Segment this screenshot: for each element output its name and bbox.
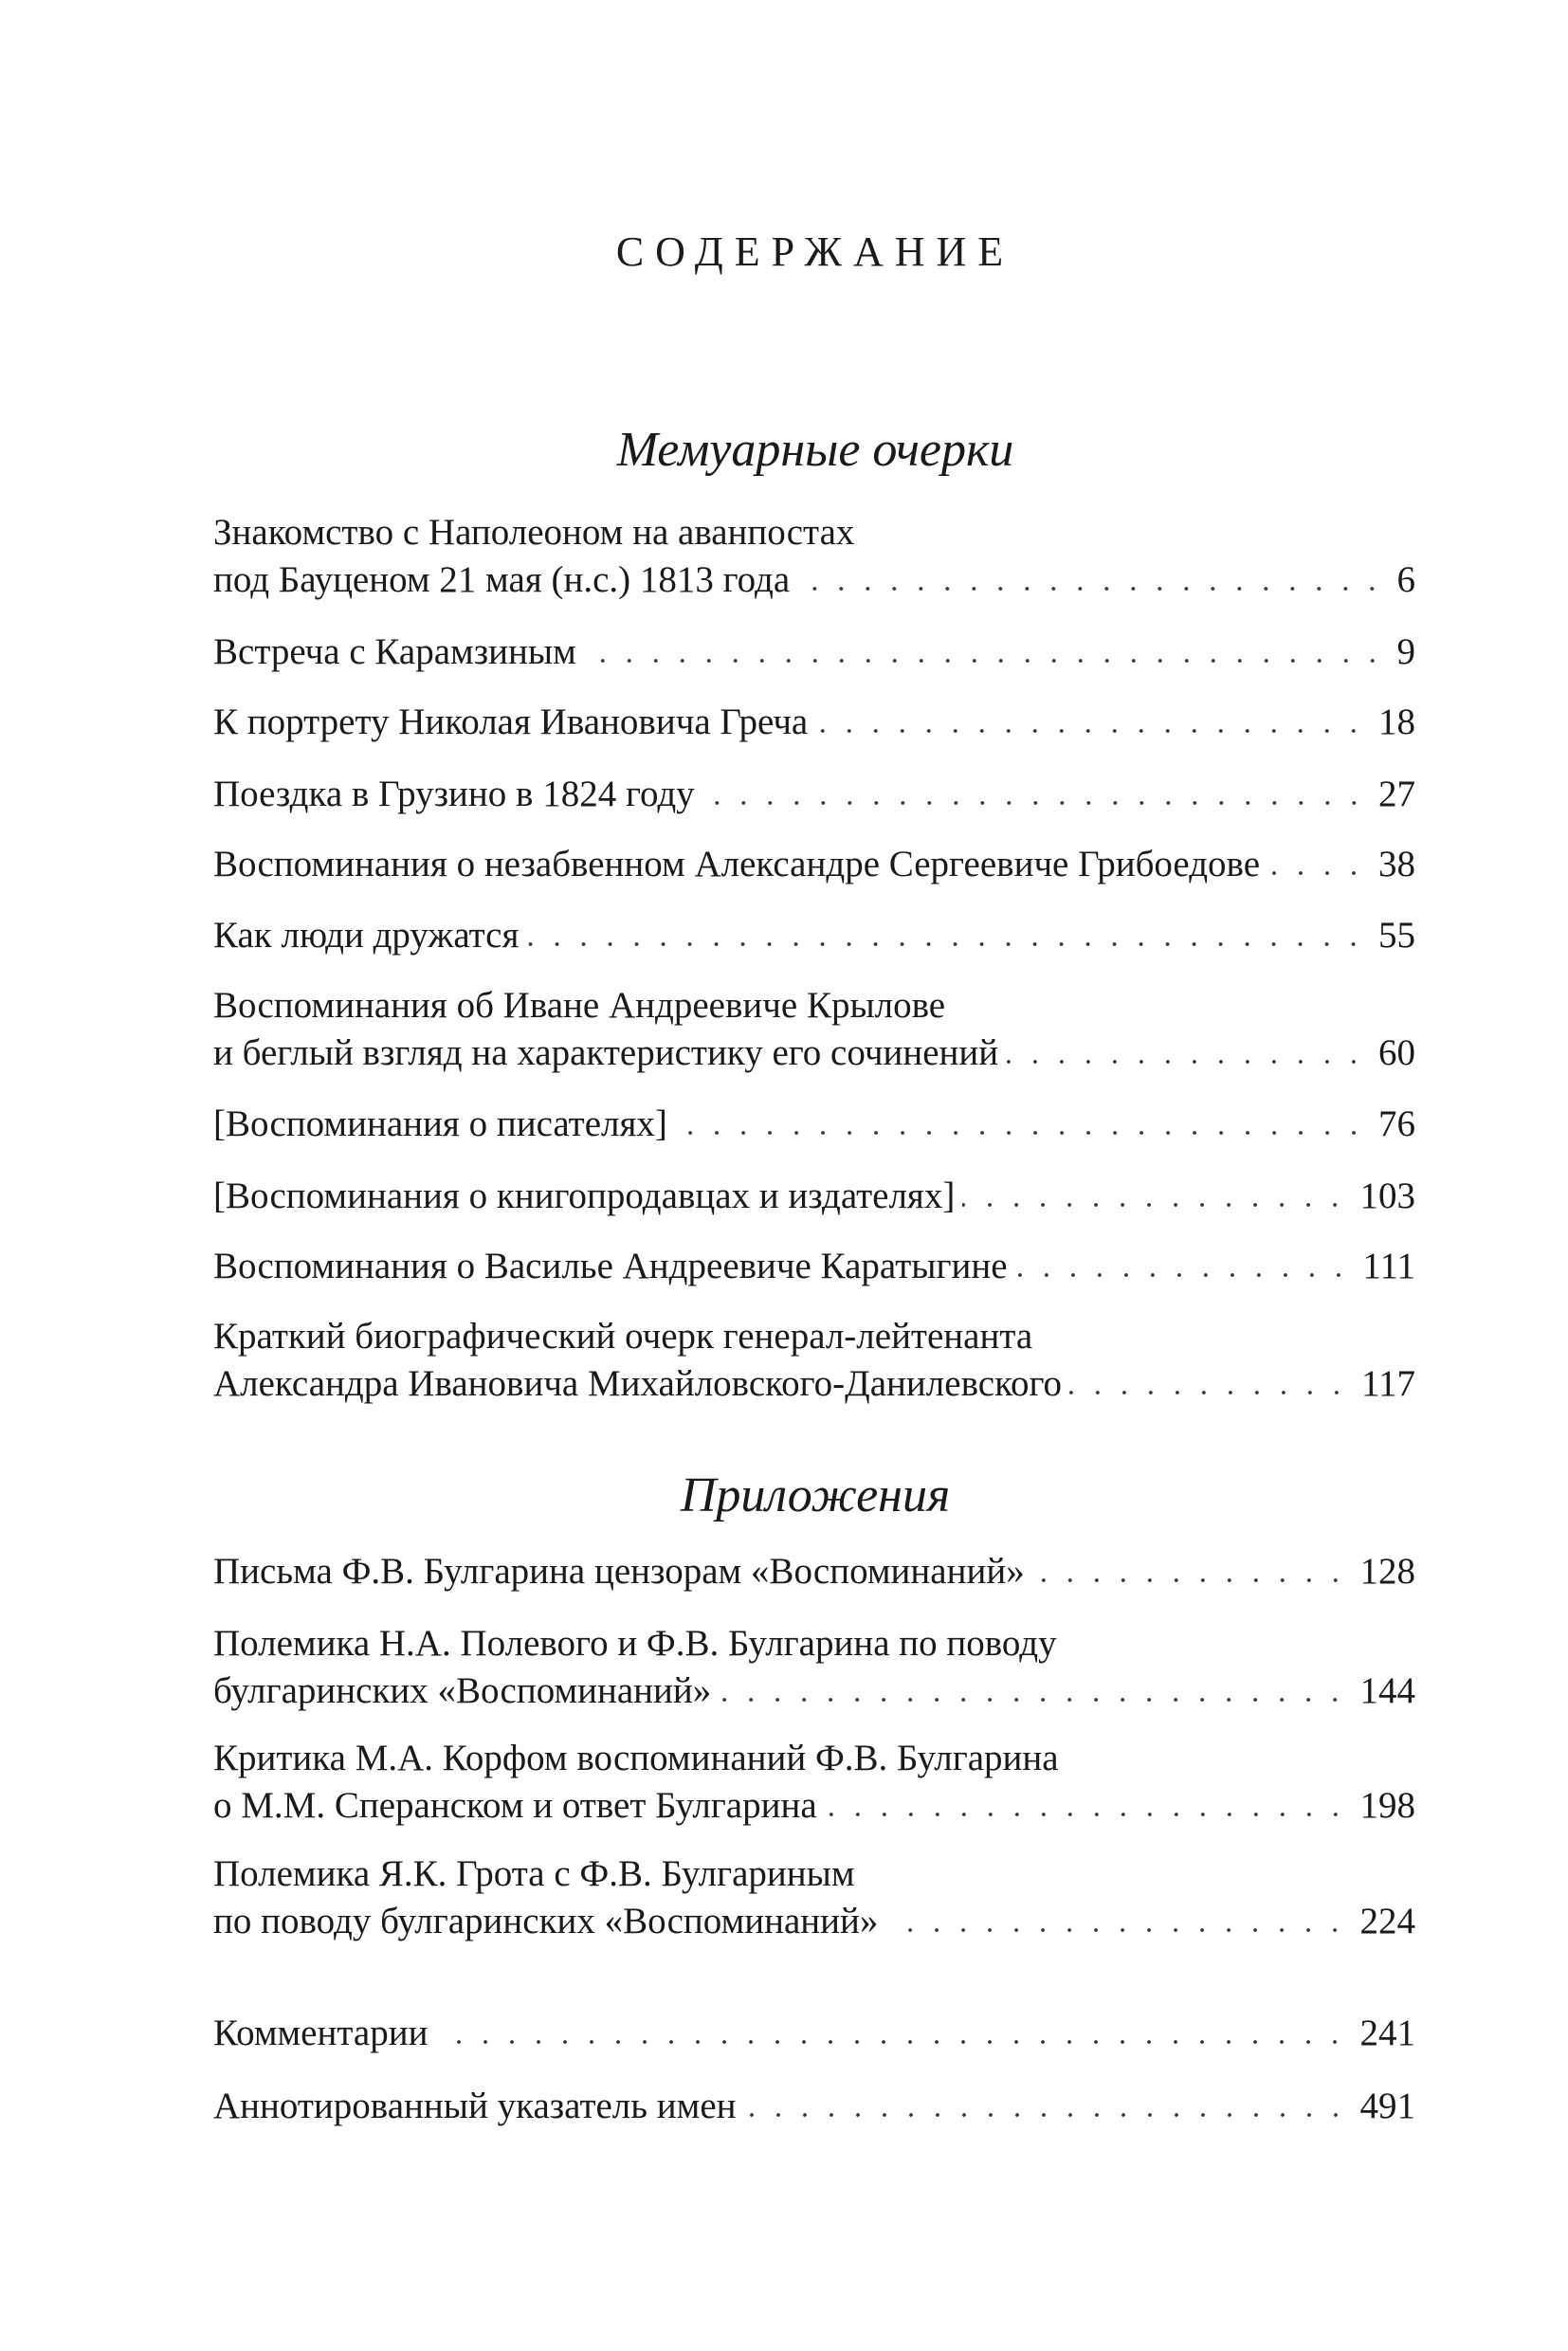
toc-page-number: 491 [1359, 2086, 1415, 2126]
dot-leader [815, 725, 1367, 735]
toc-entry-title: Как люди дружатся [213, 915, 520, 956]
toc-page-number: 103 [1359, 1176, 1415, 1216]
dot-leader [584, 655, 1386, 665]
toc-entry [213, 771, 1415, 818]
toc-entry-title: и беглый взгляд на характеристику его сочинений [213, 1032, 999, 1073]
dot-leader [1015, 1269, 1352, 1279]
toc-page-number: 224 [1359, 1901, 1415, 1941]
toc-entry-title: Комментарии [213, 2013, 428, 2053]
section-heading-appendices: Приложения [680, 1468, 951, 1522]
toc-entry [213, 699, 1415, 746]
toc-entry [213, 1735, 1415, 1830]
dot-leader [885, 1924, 1348, 1934]
toc-page-number: 27 [1378, 774, 1415, 814]
dot-leader [962, 1199, 1348, 1209]
toc-entry [213, 629, 1415, 676]
toc-page-number: 117 [1360, 1363, 1415, 1404]
dot-leader [1069, 1387, 1350, 1396]
toc-entry [213, 1850, 1415, 1945]
toc-entry-title: под Бауценом 21 мая (н.с.) 1813 года [213, 559, 791, 600]
dot-leader [675, 1127, 1367, 1137]
toc-entry-title: Критика М.А. Корфом воспоминаний Ф.В. Булгарина [213, 1738, 1059, 1778]
toc-entry-title: Знакомство с Наполеоном на аванпостах [213, 512, 855, 553]
toc-entry [213, 1313, 1415, 1408]
toc-entry [213, 2010, 1415, 2057]
toc-entry-title: по поводу булгаринских «Воспоминаний» [213, 1901, 879, 1941]
toc-entry-title: К портрету Николая Ивановича Греча [213, 702, 809, 742]
dot-leader [744, 2109, 1349, 2119]
dot-leader [1032, 1575, 1349, 1584]
toc-entry-title: Встреча с Карамзиным [213, 631, 576, 672]
dot-leader [526, 939, 1367, 948]
toc-entry-title: [Воспоминания о книгопродавцах и издателях] [213, 1176, 956, 1216]
toc-page-number: 198 [1359, 1785, 1415, 1826]
toc-entry-title: булгаринских «Воспоминаний» [213, 1670, 712, 1711]
toc-page-number: 144 [1359, 1670, 1415, 1711]
toc-entry [213, 509, 1415, 604]
toc-entry-title: Письма Ф.В. Булгарина цензорам «Воспоминаний» [213, 1551, 1025, 1592]
toc-page-number: 76 [1378, 1103, 1415, 1144]
dot-leader [825, 1809, 1349, 1818]
toc-page-number: 111 [1362, 1246, 1415, 1286]
toc-entry-title: Воспоминания о незабвенном Александре Сергеевиче Грибоедове [213, 844, 1261, 884]
toc-entry-title: Краткий биографический очерк генерал-лейтенанта [213, 1316, 1033, 1357]
toc-page-number: 9 [1396, 631, 1415, 672]
toc-entry [213, 1620, 1415, 1715]
toc-entry [213, 1548, 1415, 1595]
dot-leader [435, 2036, 1348, 2046]
section-heading-memoirs: Мемуарные очерки [616, 423, 1014, 477]
toc-page-number: 128 [1359, 1551, 1415, 1592]
toc-entry [213, 912, 1415, 959]
toc-entry-title: [Воспоминания о писателях] [213, 1103, 667, 1144]
toc-entry-title: Воспоминания о Василье Андреевиче Каратыгине [213, 1246, 1008, 1286]
dot-leader [702, 797, 1367, 807]
toc-entry [213, 1101, 1415, 1148]
page-title: СОДЕРЖАНИЕ [615, 228, 1015, 275]
toc-page-number: 38 [1378, 844, 1415, 884]
toc-entry-title: Поездка в Грузино в 1824 году [213, 774, 695, 814]
toc-entry-title: Полемика Н.А. Полевого и Ф.В. Булгарина по поводу [213, 1623, 1057, 1664]
toc-entry [213, 1243, 1415, 1290]
toc-entry [213, 982, 1415, 1077]
toc-entry-title: Александра Ивановича Михайловского-Данилевского [213, 1363, 1063, 1404]
toc-entry-title: Аннотированный указатель имен [213, 2086, 737, 2126]
toc-page-number: 6 [1396, 559, 1415, 600]
toc-entry [213, 1173, 1415, 1220]
toc-entry [213, 841, 1415, 888]
toc-page-number: 60 [1378, 1032, 1415, 1073]
toc-entry-title: о М.М. Сперанском и ответ Булгарина [213, 1785, 817, 1826]
dot-leader [797, 583, 1385, 592]
dot-leader [1006, 1056, 1367, 1066]
dot-leader [719, 1694, 1348, 1704]
toc-page-number: 241 [1359, 2013, 1415, 2053]
toc-entry-title: Полемика Я.К. Грота с Ф.В. Булгариным [213, 1853, 855, 1894]
toc-entry [213, 2083, 1415, 2130]
toc-page-number: 55 [1378, 915, 1415, 956]
toc-entry-title: Воспоминания об Иване Андреевиче Крылове [213, 985, 946, 1026]
dot-leader [1267, 867, 1367, 877]
toc-page-number: 18 [1378, 702, 1415, 742]
